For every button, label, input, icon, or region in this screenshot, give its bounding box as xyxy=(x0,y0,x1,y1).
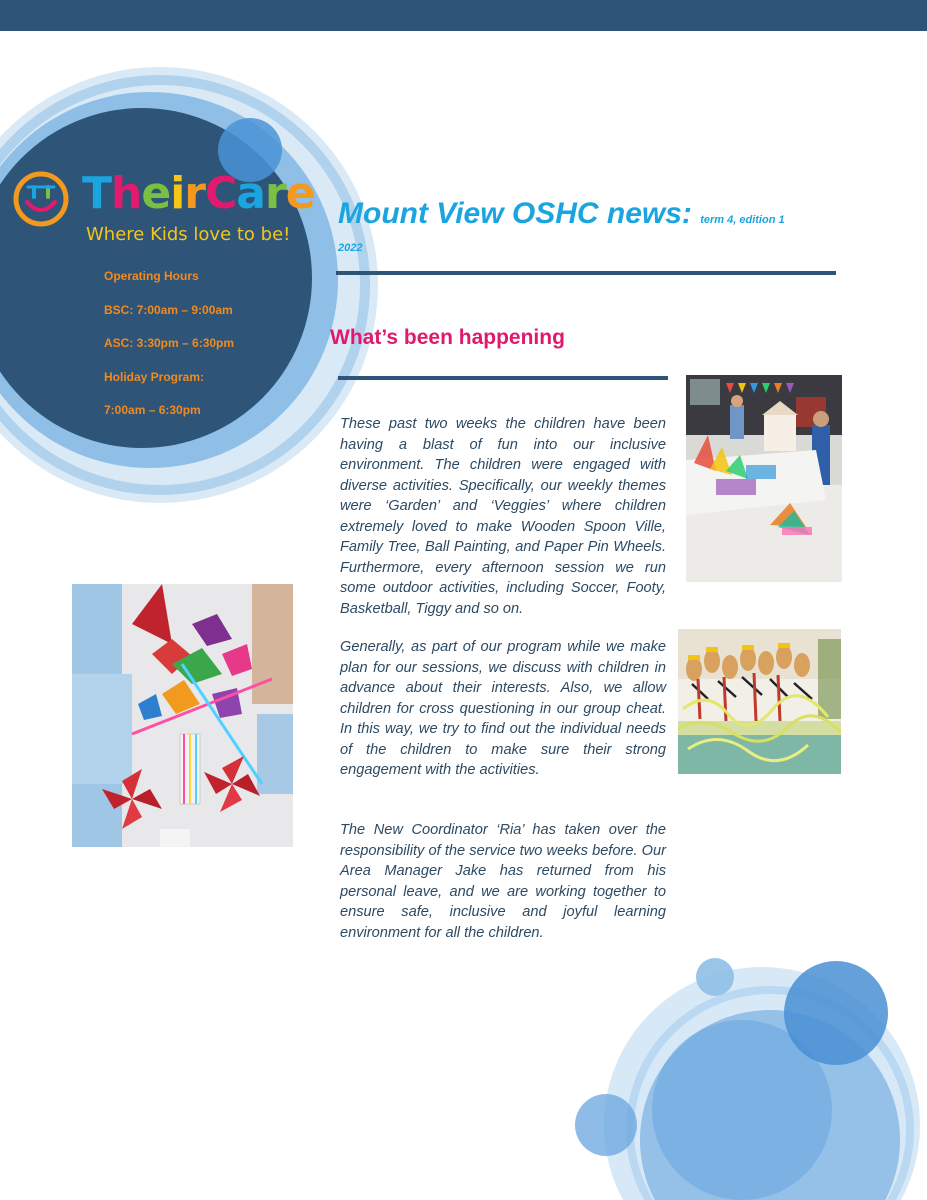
hours-heading: Operating Hours xyxy=(104,269,199,283)
hours-asc: ASC: 3:30pm – 6:30pm xyxy=(104,336,235,350)
title-text: Mount View OSHC news: xyxy=(338,197,692,230)
theircare-logo xyxy=(12,168,315,252)
operating-hours xyxy=(104,268,284,436)
paragraph-1: These past two weeks the children have been having a blast of fun into our inclusive environment. The children were engaged with diverse activities. Specifically, our weekly themes were ‘Garden’ and ‘Veggies’ where children extremely loved to make Wooden Spoon Ville, Family Tree, Ball Painting, and Paper Pin Wheels. Furthermore, every afternoon session we run some outdoor activities, including Soccer, Footy, Basketball, Tiggy and so on. xyxy=(340,416,666,617)
edition-text: term 4, edition 1 xyxy=(700,214,785,226)
paragraph-3: The New Coordinator ‘Ria’ has taken over the responsibility of the service two weeks before. Our Area Manager Jake has returned from his personal leave, and we are working together to ensure safe, inclusive and joyful learning environment for all the children. xyxy=(340,822,666,941)
logo-tagline: Where Kids love to be! xyxy=(86,224,291,245)
edition-year: 2022 xyxy=(338,242,363,254)
photo-wooden-spoon-ville xyxy=(678,629,841,774)
hours-holiday-label: Holiday Program: xyxy=(104,369,205,384)
newsletter-title xyxy=(338,196,858,238)
photo-paper-pin-wheels xyxy=(72,584,293,847)
header-divider xyxy=(336,271,836,275)
section-divider xyxy=(338,376,668,380)
smiley-face-icon xyxy=(12,170,70,228)
logo-name: TheirCare xyxy=(82,168,315,219)
hours-bsc: BSC: 7:00am – 9:00am xyxy=(104,302,233,317)
hours-holiday-time: 7:00am – 6:30pm xyxy=(104,403,201,417)
photo-classroom-construction xyxy=(686,375,842,582)
paragraph-2: Generally, as part of our program while we make plan for our sessions, we discuss with children in advance about their interests. Also, we allow children for cross questioning in our group cheat. In this way, we try to find out the individual needs of the children to make sure their strong engagement with the activities. xyxy=(340,639,666,778)
section-title: What’s been happening xyxy=(330,326,565,349)
